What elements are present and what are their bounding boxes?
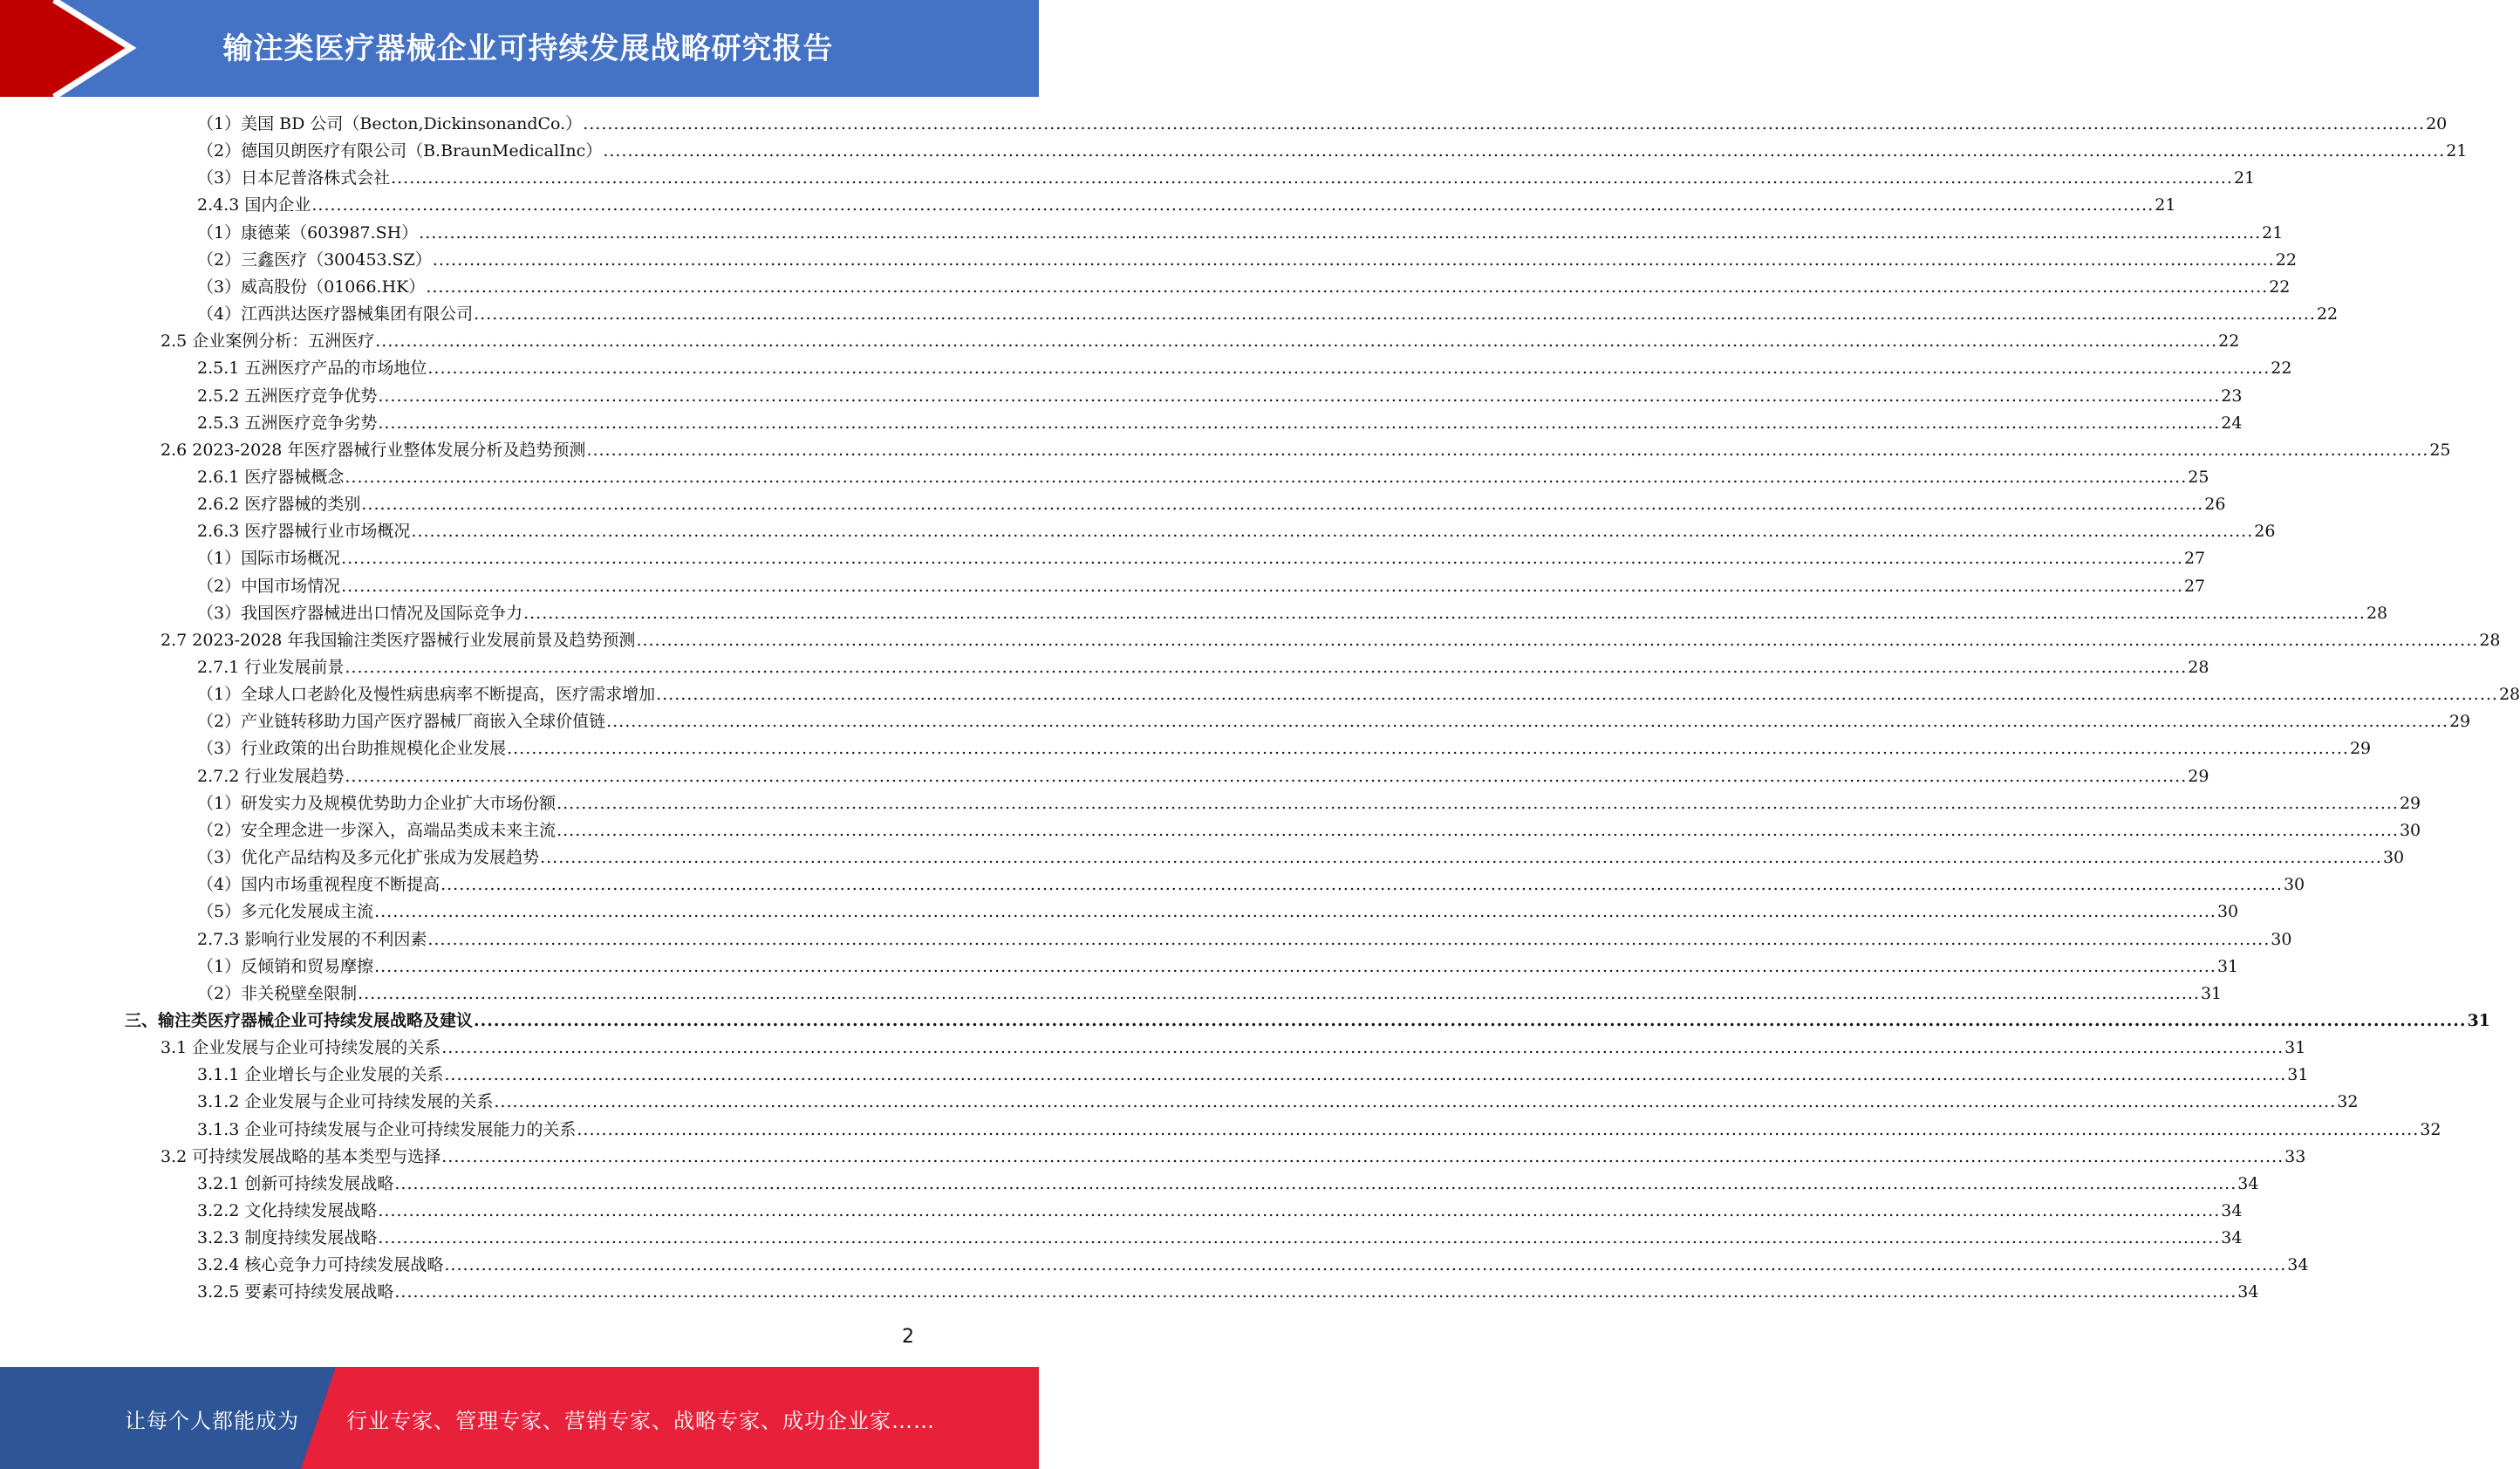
toc-entry[interactable] <box>197 491 2226 518</box>
toc-leader-dots: ............................................................................................................................................................................................................................................................................................................ <box>474 304 2316 325</box>
toc-entry[interactable] <box>197 763 2209 790</box>
toc-entry-label: 2.6.3 医疗器械行业市场概况 <box>197 522 411 542</box>
toc-entry-page: 32 <box>2420 1119 2441 1139</box>
toc-entry[interactable] <box>197 1089 2359 1116</box>
toc-leader-dots: ............................................................................................................................................................................................................................................................................................................ <box>636 630 2479 650</box>
toc-entry[interactable] <box>197 1171 2259 1198</box>
toc-entry[interactable] <box>197 247 2297 274</box>
toc-entry-label: （2）安全理念进一步深入，高端品类成未来主流 <box>197 820 557 840</box>
toc-entry[interactable] <box>197 1198 2243 1225</box>
toc-entry-label: 2.5 企业案例分析：五洲医疗 <box>160 331 375 352</box>
toc-entry[interactable] <box>197 1279 2259 1306</box>
toc-entry-page: 34 <box>2237 1282 2259 1302</box>
toc-entry-label: 3.1.2 企业发展与企业可持续发展的关系 <box>197 1092 494 1112</box>
toc-entry-page: 22 <box>2275 249 2297 270</box>
toc-entry-page: 28 <box>2366 603 2388 623</box>
toc-leader-dots: ............................................................................................................................................................................................................................................................................................................ <box>311 195 2155 215</box>
toc-entry-page: 21 <box>2155 195 2176 215</box>
toc-entry-page: 32 <box>2337 1092 2359 1112</box>
toc-entry-label: 2.6.2 医疗器械的类别 <box>197 495 361 515</box>
toc-entry[interactable] <box>160 627 2501 654</box>
toc-entry[interactable] <box>197 654 2209 681</box>
toc-leader-dots: ............................................................................................................................................................................................................................................................................................................ <box>427 359 2271 379</box>
toc-entry-label: 3.2.4 核心竞争力可持续发展战略 <box>197 1255 444 1275</box>
toc-entry[interactable] <box>197 383 2243 410</box>
toc-entry[interactable] <box>197 274 2291 301</box>
toc-entry[interactable] <box>197 518 2276 545</box>
footer-banner <box>0 1367 1039 1469</box>
toc-entry-page: 31 <box>2287 1065 2309 1085</box>
toc-entry[interactable] <box>197 464 2209 491</box>
toc-entry-page: 25 <box>2429 440 2451 460</box>
toc-entry-page: 21 <box>2446 141 2468 161</box>
toc-leader-dots: ............................................................................................................................................................................................................................................................................................................ <box>441 1146 2284 1166</box>
toc-leader-dots: ............................................................................................................................................................................................................................................................................................................ <box>507 739 2349 759</box>
toc-entry-page: 27 <box>2183 549 2206 569</box>
toc-leader-dots: ............................................................................................................................................................................................................................................................................................................ <box>375 331 2218 352</box>
toc-leader-dots: ............................................................................................................................................................................................................................................................................................................ <box>540 848 2382 868</box>
toc-entry-page: 34 <box>2237 1173 2259 1193</box>
toc-entry-label: 3.2.5 要素可持续发展战略 <box>197 1282 394 1302</box>
toc-entry[interactable] <box>197 708 2471 735</box>
toc-leader-dots: ............................................................................................................................................................................................................................................................................................................ <box>444 1065 2287 1085</box>
toc-leader-dots: ............................................................................................................................................................................................................................................................................................................ <box>494 1092 2337 1112</box>
toc-leader-dots: ............................................................................................................................................................................................................................................................................................................ <box>345 766 2188 786</box>
toc-entry[interactable] <box>197 545 2206 572</box>
toc-leader-dots: ............................................................................................................................................................................................................................................................................................................ <box>557 793 2399 813</box>
toc-entry-label: （1）全球人口老龄化及慢性病患病率不断提高，医疗需求增加 <box>197 685 656 705</box>
footer-slogan-left: 让每个人都能成为 <box>125 1409 299 1433</box>
toc-entry[interactable] <box>197 980 2223 1008</box>
toc-entry-label: 2.5.2 五洲医疗竞争优势 <box>197 386 378 406</box>
toc-entry-page: 22 <box>2271 359 2292 379</box>
toc-entry-label: （1）反倾销和贸易摩擦 <box>197 956 374 976</box>
toc-entry-page: 24 <box>2221 413 2243 433</box>
toc-entry[interactable] <box>197 817 2421 844</box>
toc-entry-page: 30 <box>2399 820 2421 840</box>
toc-leader-dots: ............................................................................................................................................................................................................................................................................................................ <box>557 820 2399 840</box>
toc-leader-dots: ............................................................................................................................................................................................................................................................................................................ <box>345 467 2188 487</box>
toc-entry[interactable] <box>197 1252 2309 1279</box>
footer-slogan-right: 行业专家、管理专家、营销专家、战略专家、成功企业家…… <box>346 1409 935 1433</box>
toc-entry[interactable] <box>197 220 2284 247</box>
toc-leader-dots: ............................................................................................................................................................................................................................................................................................................ <box>606 712 2448 732</box>
toc-entry[interactable] <box>197 871 2305 898</box>
toc-entry-label: （3）我国医疗器械进出口情况及国际竞争力 <box>197 603 523 623</box>
toc-leader-dots: ............................................................................................................................................................................................................................................................................................................ <box>426 277 2269 297</box>
toc-entry[interactable] <box>197 165 2256 192</box>
toc-entry-page: 31 <box>2284 1038 2306 1058</box>
toc-entry-page: 22 <box>2316 304 2339 325</box>
toc-leader-dots: ............................................................................................................................................................................................................................................................................................................ <box>345 658 2188 677</box>
toc-entry-page: 31 <box>2200 983 2223 1003</box>
toc-entry[interactable] <box>197 898 2239 926</box>
toc-leader-dots: ............................................................................................................................................................................................................................................................................................................ <box>427 929 2271 949</box>
toc-entry-label: （1）研发实力及规模优势助力企业扩大市场份额 <box>197 793 557 813</box>
toc-entry[interactable] <box>160 437 2451 464</box>
toc-leader-dots: ............................................................................................................................................................................................................................................................................................................ <box>577 1119 2420 1139</box>
toc-entry-page: 29 <box>2188 766 2209 786</box>
toc-entry-label: （3）日本尼普洛株式会社 <box>197 168 391 188</box>
toc-entry-label: （2）产业链转移助力国产医疗器械厂商嵌入全球价值链 <box>197 712 606 732</box>
toc-entry-label: （1）康德莱（603987.SH） <box>197 222 419 243</box>
toc-entry-label: 3.1.3 企业可持续发展与企业可持续发展能力的关系 <box>197 1119 577 1139</box>
toc-entry-label: 2.6.1 医疗器械概念 <box>197 467 345 487</box>
toc-entry[interactable] <box>160 1035 2306 1062</box>
toc-entry-label: 3.2.2 文化持续发展战略 <box>197 1201 378 1220</box>
toc-entry-page: 30 <box>2271 929 2292 949</box>
toc-entry-page: 29 <box>2399 793 2421 813</box>
toc-entry-page: 21 <box>2262 222 2284 243</box>
toc-leader-dots: ............................................................................................................................................................................................................................................................................................................ <box>374 902 2216 922</box>
toc-entry[interactable] <box>197 953 2239 980</box>
toc-leader-dots: ............................................................................................................................................................................................................................................................................................................ <box>440 875 2283 895</box>
toc-entry[interactable] <box>197 111 2448 138</box>
toc-entry-label: （3）行业政策的出台助推规模化企业发展 <box>197 739 507 759</box>
toc-leader-dots: ............................................................................................................................................................................................................................................................................................................ <box>583 114 2426 133</box>
toc-entry[interactable] <box>197 600 2388 627</box>
toc-entry-page: 22 <box>2269 277 2291 297</box>
toc-leader-dots: ............................................................................................................................................................................................................................................................................................................ <box>394 1282 2237 1302</box>
toc-entry-label: （2）中国市场情况 <box>197 576 341 596</box>
toc-entry-page: 26 <box>2204 495 2226 515</box>
toc-leader-dots: ............................................................................................................................................................................................................................................................................................................ <box>341 576 2183 596</box>
toc-entry-label: （3）优化产品结构及多元化扩张成为发展趋势 <box>197 848 540 868</box>
toc-entry-label: 2.7.2 行业发展趋势 <box>197 766 345 786</box>
toc-entry-page: 27 <box>2183 576 2206 596</box>
toc-entry-label: 3.2.3 制度持续发展战略 <box>197 1228 378 1248</box>
toc-entry-page: 34 <box>2221 1201 2243 1220</box>
toc-entry-label: （4）江西洪达医疗器械集团有限公司 <box>197 304 474 325</box>
toc-entry[interactable] <box>197 1225 2243 1252</box>
toc-entry-label: （1）国际市场概况 <box>197 549 341 569</box>
toc-leader-dots: ............................................................................................................................................................................................................................................................................................................ <box>378 413 2221 433</box>
toc-entry[interactable] <box>197 355 2292 382</box>
toc-entry-page: 31 <box>2216 956 2239 976</box>
toc-entry[interactable] <box>197 681 2520 708</box>
toc-entry-label: 2.4.3 国内企业 <box>197 195 311 215</box>
toc-entry-page: 33 <box>2284 1146 2306 1166</box>
toc-leader-dots: ............................................................................................................................................................................................................................................................................................................ <box>341 549 2183 569</box>
toc-leader-dots: ............................................................................................................................................................................................................................................................................................................ <box>419 222 2262 243</box>
toc-entry-label: （2）非关税壁垒限制 <box>197 983 358 1003</box>
toc-entry-label: 2.6 2023-2028 年医疗器械行业整体发展分析及趋势预测 <box>160 440 586 460</box>
toc-entry-page: 28 <box>2498 685 2520 705</box>
toc-entry-page: 30 <box>2283 875 2305 895</box>
toc-entry-page: 20 <box>2426 114 2448 133</box>
toc-entry-page: 34 <box>2287 1255 2309 1275</box>
toc-leader-dots: ............................................................................................................................................................................................................................................................................................................ <box>391 168 2233 188</box>
toc-entry-label: 2.7 2023-2028 年我国输注类医疗器械行业发展前景及趋势预测 <box>160 630 636 650</box>
toc-leader-dots: ............................................................................................................................................................................................................................................................................................................ <box>378 1201 2221 1220</box>
toc-leader-dots: ............................................................................................................................................................................................................................................................................................................ <box>358 983 2200 1003</box>
toc-entry[interactable] <box>197 1117 2441 1144</box>
toc-entry-label: （1）美国 BD 公司（Becton,DickinsonandCo.） <box>197 114 583 133</box>
toc-entry-label: （3）威高股份（01066.HK） <box>197 277 426 297</box>
toc-entry-label: 3.2 可持续发展战略的基本类型与选择 <box>160 1146 441 1166</box>
toc-leader-dots: ............................................................................................................................................................................................................................................................................................................ <box>444 1255 2287 1275</box>
toc-entry-label: 2.5.3 五洲医疗竞争劣势 <box>197 413 378 433</box>
toc-entry-page: 23 <box>2221 386 2243 406</box>
toc-entry-page: 22 <box>2218 331 2240 352</box>
toc-leader-dots: ............................................................................................................................................................................................................................................................................................................ <box>378 1228 2221 1248</box>
toc-entry[interactable] <box>160 1144 2306 1171</box>
toc-entry-label: 3.1 企业发展与企业可持续发展的关系 <box>160 1038 441 1058</box>
toc-leader-dots: ............................................................................................................................................................................................................................................................................................................ <box>374 956 2216 976</box>
toc-entry[interactable] <box>197 410 2243 437</box>
toc-entry-label: 3.2.1 创新可持续发展战略 <box>197 1173 394 1193</box>
toc-entry-label: 2.7.1 行业发展前景 <box>197 658 345 677</box>
toc-leader-dots: ............................................................................................................................................................................................................................................................................................................ <box>361 495 2204 515</box>
toc-entry-label: （5）多元化发展成主流 <box>197 902 374 922</box>
toc-leader-dots: ............................................................................................................................................................................................................................................................................................................ <box>378 386 2221 406</box>
toc-entry-label: （4）国内市场重视程度不断提高 <box>197 875 440 895</box>
header-banner <box>0 0 1039 97</box>
toc-entry[interactable] <box>125 1008 2490 1035</box>
toc-entry-page: 31 <box>2467 1010 2490 1030</box>
toc-leader-dots: ............................................................................................................................................................................................................................................................................................................ <box>586 440 2429 460</box>
toc-entry-page: 30 <box>2382 848 2405 868</box>
toc-entry[interactable] <box>197 301 2339 328</box>
toc-entry[interactable] <box>197 844 2405 871</box>
toc-entry[interactable] <box>197 573 2206 600</box>
toc-entry-page: 29 <box>2349 739 2372 759</box>
toc-entry-page: 25 <box>2188 467 2209 487</box>
toc-entry[interactable] <box>197 138 2468 165</box>
toc-entry-label: （2）德国贝朗医疗有限公司（B.BraunMedicalInc） <box>197 141 603 161</box>
toc-entry-page: 28 <box>2188 658 2209 677</box>
toc-entry[interactable] <box>197 1062 2309 1089</box>
toc-entry-page: 34 <box>2221 1228 2243 1248</box>
toc-entry[interactable] <box>197 192 2176 219</box>
toc-leader-dots: ............................................................................................................................................................................................................................................................................................................ <box>432 249 2275 270</box>
toc-entry-page: 29 <box>2448 712 2471 732</box>
toc-entry-label: 2.5.1 五洲医疗产品的市场地位 <box>197 359 427 379</box>
toc-leader-dots: ............................................................................................................................................................................................................................................................................................................ <box>656 685 2498 705</box>
page-number: 2 <box>902 1326 914 1348</box>
toc-leader-dots: ............................................................................................................................................................................................................................................................................................................ <box>474 1010 2467 1030</box>
toc-entry-page: 28 <box>2479 630 2501 650</box>
toc-entry-page: 21 <box>2233 168 2256 188</box>
toc-entry-label: （2）三鑫医疗（300453.SZ） <box>197 249 432 270</box>
toc-leader-dots: ............................................................................................................................................................................................................................................................................................................ <box>523 603 2366 623</box>
toc-entry-label: 三、输注类医疗器械企业可持续发展战略及建议 <box>125 1010 474 1030</box>
toc-entry[interactable] <box>160 328 2240 355</box>
toc-entry-page: 30 <box>2216 902 2239 922</box>
toc-entry-label: 2.7.3 影响行业发展的不利因素 <box>197 929 427 949</box>
toc-entry[interactable] <box>197 790 2421 817</box>
toc-leader-dots: ............................................................................................................................................................................................................................................................................................................ <box>411 522 2254 542</box>
report-title: 输注类医疗器械企业可持续发展战略研究报告 <box>222 31 834 66</box>
toc-entry-label: 3.1.1 企业增长与企业发展的关系 <box>197 1065 444 1085</box>
toc-leader-dots: ............................................................................................................................................................................................................................................................................................................ <box>441 1038 2284 1058</box>
toc-leader-dots: ............................................................................................................................................................................................................................................................................................................ <box>603 141 2446 161</box>
toc-leader-dots: ............................................................................................................................................................................................................................................................................................................ <box>394 1173 2237 1193</box>
toc-entry-page: 26 <box>2254 522 2276 542</box>
toc-entry[interactable] <box>197 735 2372 762</box>
toc-entry[interactable] <box>197 926 2292 953</box>
